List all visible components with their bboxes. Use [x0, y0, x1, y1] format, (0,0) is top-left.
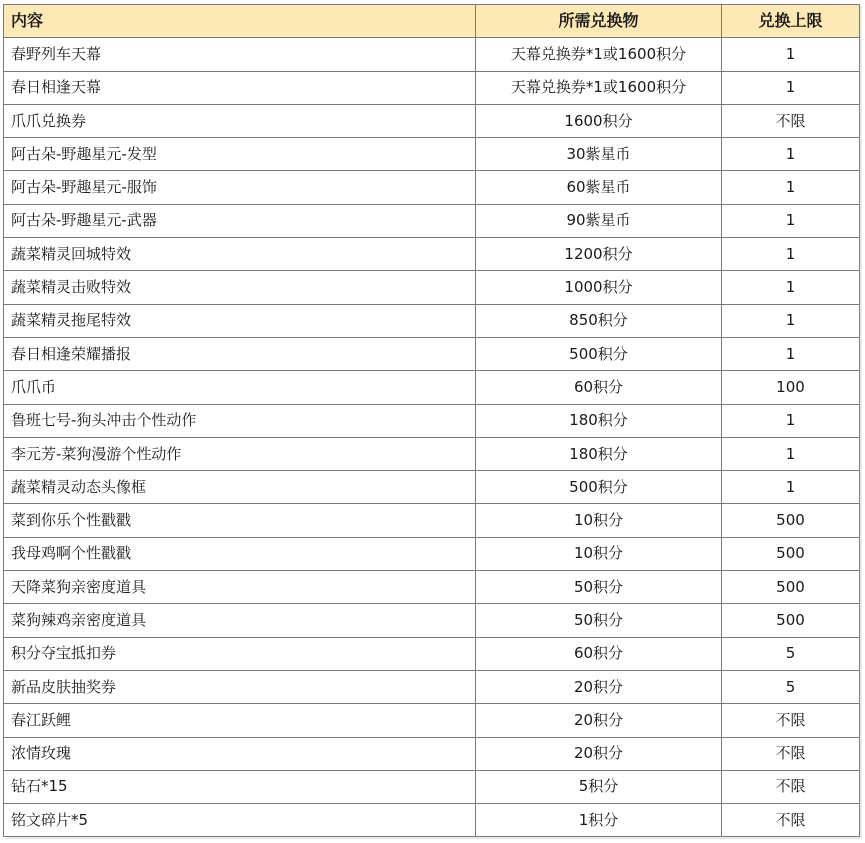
table-row	[4, 537, 860, 570]
table-row	[4, 770, 860, 803]
item-cost-cell: 60积分	[476, 371, 722, 404]
header-row	[4, 5, 860, 38]
item-name-cell: 我母鸡啊个性戳戳	[4, 537, 476, 570]
item-limit-cell: 100	[722, 371, 860, 404]
item-limit-cell: 1	[722, 71, 860, 104]
item-cost-cell: 1000积分	[476, 271, 722, 304]
item-cost-cell: 500积分	[476, 337, 722, 370]
item-name-cell: 春野列车天幕	[4, 38, 476, 71]
item-name-cell: 菜到你乐个性戳戳	[4, 504, 476, 537]
item-name-cell: 春日相逢荣耀播报	[4, 337, 476, 370]
item-cost-cell: 60紫星币	[476, 171, 722, 204]
item-limit-cell: 500	[722, 571, 860, 604]
table-row	[4, 38, 860, 71]
item-cost-cell: 1600积分	[476, 104, 722, 137]
item-limit-cell: 不限	[722, 770, 860, 803]
table-header	[4, 5, 860, 38]
item-limit-cell: 1	[722, 38, 860, 71]
item-name-cell: 阿古朵-野趣星元-服饰	[4, 171, 476, 204]
item-name-cell: 李元芳-菜狗漫游个性动作	[4, 437, 476, 470]
item-limit-cell: 1	[722, 271, 860, 304]
item-limit-cell: 1	[722, 437, 860, 470]
table-row	[4, 271, 860, 304]
item-limit-cell: 1	[722, 238, 860, 271]
item-name-cell: 铭文碎片*5	[4, 804, 476, 837]
table-row	[4, 238, 860, 271]
item-cost-cell: 180积分	[476, 404, 722, 437]
item-limit-cell: 1	[722, 471, 860, 504]
table-row	[4, 604, 860, 637]
item-name-cell: 蔬菜精灵动态头像框	[4, 471, 476, 504]
item-name-cell: 春江跃鲤	[4, 704, 476, 737]
item-limit-cell: 500	[722, 504, 860, 537]
table-row	[4, 138, 860, 171]
header-limit: 兑换上限	[722, 5, 860, 38]
item-limit-cell: 5	[722, 637, 860, 670]
table-row	[4, 337, 860, 370]
table-body	[4, 38, 860, 837]
item-limit-cell: 1	[722, 337, 860, 370]
table-row	[4, 737, 860, 770]
item-limit-cell: 不限	[722, 104, 860, 137]
item-cost-cell: 天幕兑换券*1或1600积分	[476, 38, 722, 71]
item-name-cell: 菜狗辣鸡亲密度道具	[4, 604, 476, 637]
item-cost-cell: 50积分	[476, 571, 722, 604]
item-cost-cell: 10积分	[476, 537, 722, 570]
item-limit-cell: 不限	[722, 804, 860, 837]
table-row	[4, 437, 860, 470]
item-limit-cell: 1	[722, 304, 860, 337]
table-row	[4, 171, 860, 204]
item-limit-cell: 5	[722, 670, 860, 703]
item-name-cell: 蔬菜精灵击败特效	[4, 271, 476, 304]
item-name-cell: 爪爪兑换券	[4, 104, 476, 137]
table-row	[4, 571, 860, 604]
item-cost-cell: 500积分	[476, 471, 722, 504]
item-name-cell: 新品皮肤抽奖券	[4, 670, 476, 703]
item-cost-cell: 30紫星币	[476, 138, 722, 171]
item-name-cell: 钻石*15	[4, 770, 476, 803]
item-limit-cell: 1	[722, 138, 860, 171]
item-limit-cell: 1	[722, 404, 860, 437]
item-name-cell: 阿古朵-野趣星元-武器	[4, 204, 476, 237]
item-name-cell: 蔬菜精灵拖尾特效	[4, 304, 476, 337]
table-row	[4, 471, 860, 504]
item-name-cell: 爪爪币	[4, 371, 476, 404]
item-limit-cell: 不限	[722, 737, 860, 770]
table-row	[4, 404, 860, 437]
item-cost-cell: 20积分	[476, 670, 722, 703]
item-cost-cell: 60积分	[476, 637, 722, 670]
table-row	[4, 704, 860, 737]
table-row	[4, 204, 860, 237]
item-cost-cell: 20积分	[476, 737, 722, 770]
item-cost-cell: 1积分	[476, 804, 722, 837]
item-cost-cell: 20积分	[476, 704, 722, 737]
item-cost-cell: 50积分	[476, 604, 722, 637]
item-name-cell: 积分夺宝抵扣券	[4, 637, 476, 670]
table-row	[4, 371, 860, 404]
header-content: 内容	[4, 5, 476, 38]
table-row	[4, 804, 860, 837]
item-limit-cell: 不限	[722, 704, 860, 737]
item-cost-cell: 1200积分	[476, 238, 722, 271]
item-cost-cell: 850积分	[476, 304, 722, 337]
item-name-cell: 鲁班七号-狗头冲击个性动作	[4, 404, 476, 437]
item-cost-cell: 180积分	[476, 437, 722, 470]
item-cost-cell: 10积分	[476, 504, 722, 537]
item-cost-cell: 5积分	[476, 770, 722, 803]
exchange-table-container	[3, 4, 863, 837]
item-name-cell: 蔬菜精灵回城特效	[4, 238, 476, 271]
item-name-cell: 浓情玫瑰	[4, 737, 476, 770]
item-limit-cell: 1	[722, 204, 860, 237]
item-cost-cell: 天幕兑换券*1或1600积分	[476, 71, 722, 104]
item-name-cell: 天降菜狗亲密度道具	[4, 571, 476, 604]
exchange-table	[3, 4, 860, 837]
table-row	[4, 304, 860, 337]
table-row	[4, 504, 860, 537]
item-limit-cell: 500	[722, 604, 860, 637]
table-row	[4, 670, 860, 703]
item-limit-cell: 1	[722, 171, 860, 204]
item-name-cell: 阿古朵-野趣星元-发型	[4, 138, 476, 171]
table-row	[4, 637, 860, 670]
item-cost-cell: 90紫星币	[476, 204, 722, 237]
header-cost: 所需兑换物	[476, 5, 722, 38]
item-name-cell: 春日相逢天幕	[4, 71, 476, 104]
item-limit-cell: 500	[722, 537, 860, 570]
table-row	[4, 104, 860, 137]
table-row	[4, 71, 860, 104]
